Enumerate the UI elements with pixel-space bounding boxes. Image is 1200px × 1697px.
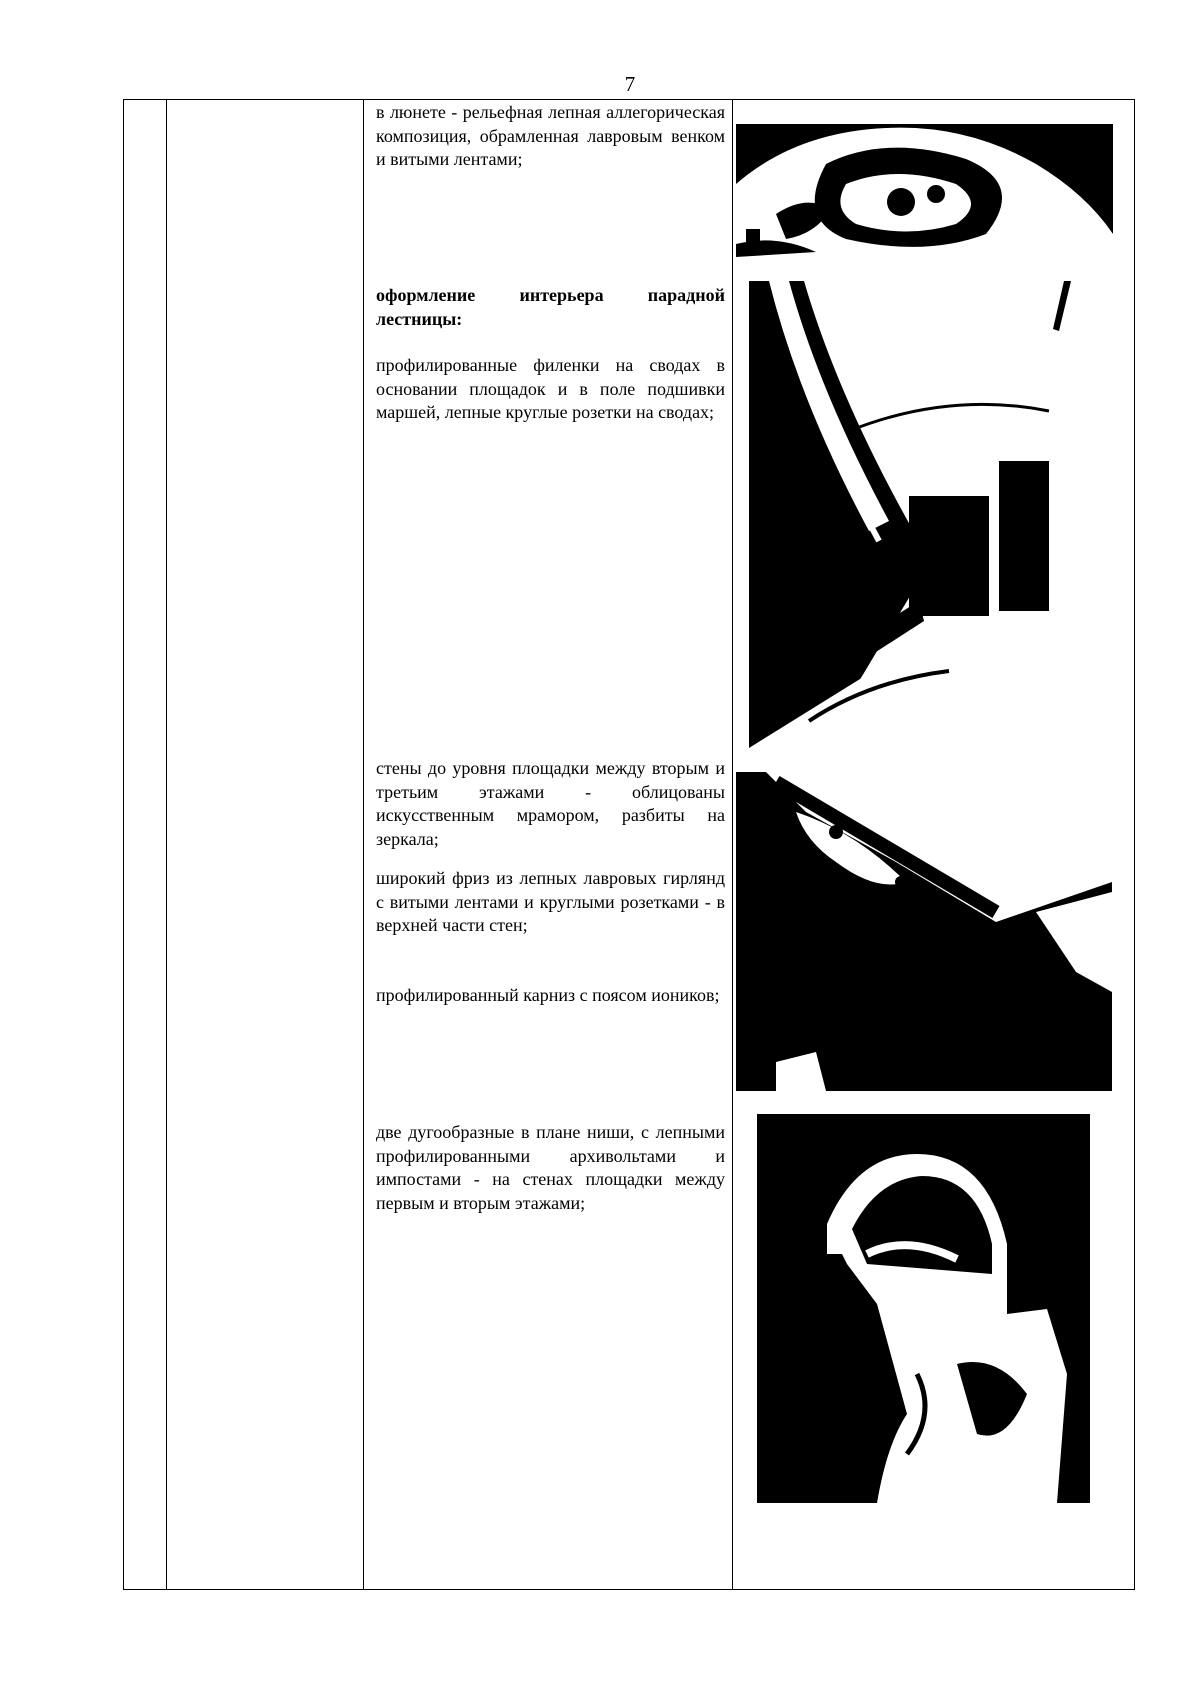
table-column-number	[124, 100, 166, 1589]
lunette-relief-photo	[736, 124, 1113, 257]
table-column-name	[167, 100, 363, 1589]
description-frieze: широкий фриз из лепных лавровых гирлянд с витыми лентами и круглыми розетками - в верхней части стен;	[376, 868, 725, 935]
description-lunette: в люнете - рельефная лепная аллегорическая композиция, обрамленная лавровым венком и витыми лентами;	[376, 102, 725, 169]
description-niches: две дугообразные в плане ниши, с лепными профилированными архивольтами и импостами - на стенах площадки между первым и вторым этажами;	[376, 1122, 725, 1213]
description-heading-staircase: оформление интерьера парадной лестницы:	[376, 285, 725, 329]
staircase-vaults-photo	[749, 281, 1095, 748]
description-walls: стены до уровня площадки между вторым и третьим этажами - облицованы искусственным мрамором, разбиты на зеркала;	[376, 758, 725, 849]
page-number: 7	[624, 72, 636, 96]
niche-archivolt-photo	[757, 1114, 1090, 1503]
description-vaults: профилированные филенки на сводах в основании площадок и в поле подшивки маршей, лепные круглые розетки на сводах;	[376, 355, 725, 422]
description-cornice: профилированный карниз с поясом иоников;	[376, 985, 720, 1005]
frieze-cornice-photo	[736, 772, 1112, 1091]
